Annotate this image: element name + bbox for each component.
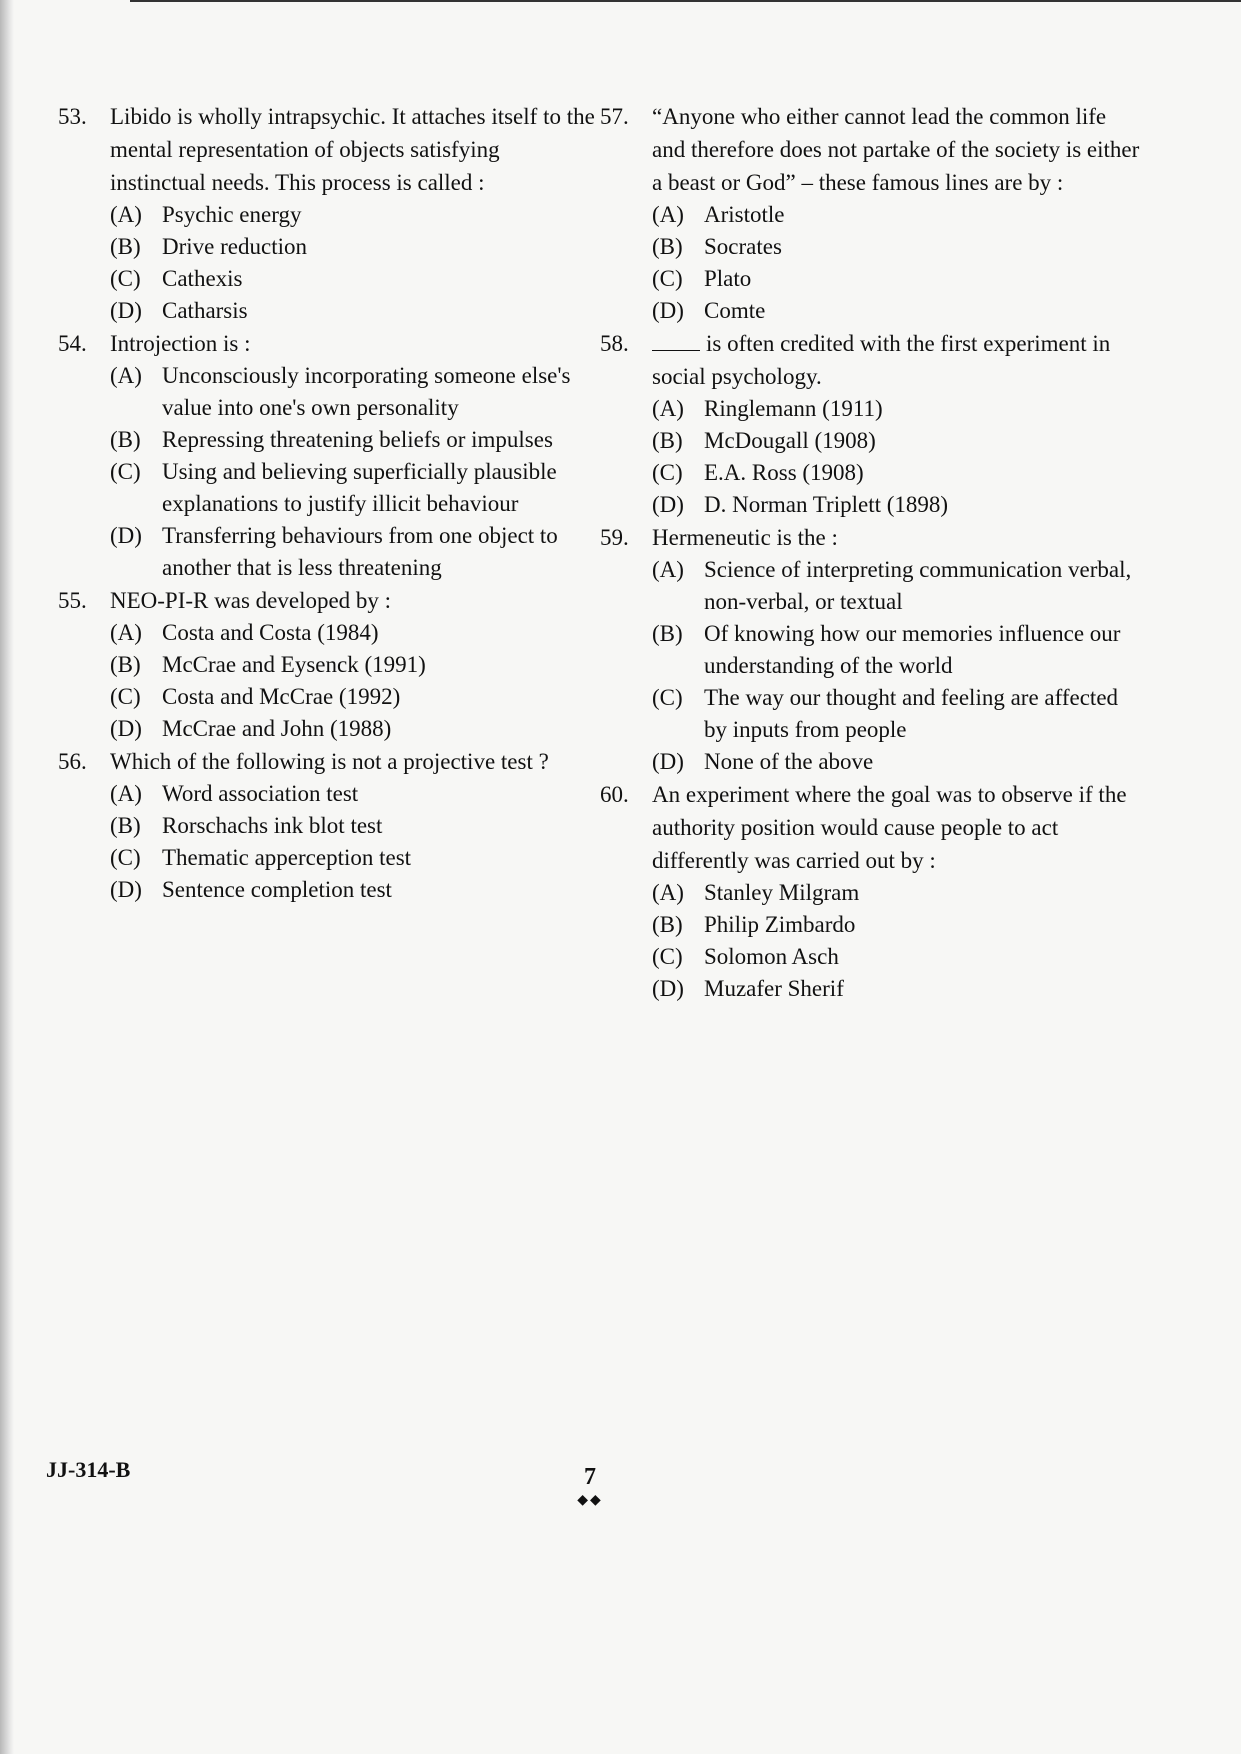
- options-list: [600, 393, 1145, 521]
- option-letter: (A): [652, 202, 684, 227]
- option-c: [652, 941, 1145, 973]
- option-text: Plato: [704, 266, 752, 291]
- question-number: 56.: [58, 749, 87, 774]
- option-d: [652, 746, 1145, 778]
- option-letter: (C): [652, 685, 683, 710]
- question-60: [600, 778, 1145, 1005]
- option-letter: (B): [652, 912, 683, 937]
- option-d: [652, 295, 1145, 327]
- question-59: [600, 521, 1145, 778]
- option-text: Stanley Milgram: [704, 880, 860, 905]
- options-list: [58, 199, 598, 327]
- options-list: [58, 617, 598, 745]
- option-text: Repressing threatening beliefs or impulses: [162, 427, 553, 452]
- option-text: Transferring behaviours from one object to another that is less threatening: [162, 523, 558, 580]
- option-b: [652, 618, 1145, 682]
- option-c: [652, 457, 1145, 489]
- option-d: [110, 520, 598, 584]
- option-a: [652, 554, 1145, 618]
- option-a: [652, 877, 1145, 909]
- option-letter: (A): [110, 202, 142, 227]
- option-text: Cathexis: [162, 266, 243, 291]
- option-letter: (D): [110, 298, 142, 323]
- question-number: 53.: [58, 104, 87, 129]
- question-57: [600, 100, 1145, 327]
- option-text: McDougall (1908): [704, 428, 876, 453]
- question-56: [58, 745, 598, 906]
- option-text: Muzafer Sherif: [704, 976, 844, 1001]
- question-text: Introjection is :: [110, 331, 251, 356]
- question-number: 60.: [600, 782, 629, 807]
- option-text: Using and believing superficially plausible explanations to justify illicit behaviour: [162, 459, 557, 516]
- option-d: [110, 713, 598, 745]
- left-column: [58, 100, 598, 906]
- question-number: 55.: [58, 588, 87, 613]
- option-letter: (C): [652, 460, 683, 485]
- option-d: [110, 295, 598, 327]
- options-list: [600, 199, 1145, 327]
- option-letter: (D): [110, 716, 142, 741]
- option-c: [652, 263, 1145, 295]
- question-text: “Anyone who either cannot lead the common life and therefore does not partake of the society is either a beast or God” – these famous lines are by :: [652, 104, 1140, 195]
- option-d: [652, 973, 1145, 1005]
- option-letter: (A): [110, 620, 142, 645]
- option-text: Unconsciously incorporating someone else's value into one's own personality: [162, 363, 571, 420]
- option-letter: (B): [652, 234, 683, 259]
- option-letter: (D): [652, 749, 684, 774]
- right-column: [600, 100, 1145, 1005]
- option-text: D. Norman Triplett (1898): [704, 492, 949, 517]
- option-b: [110, 649, 598, 681]
- option-c: [110, 842, 598, 874]
- question-text: Hermeneutic is the :: [652, 525, 838, 550]
- option-letter: (B): [110, 813, 141, 838]
- top-rule: [130, 0, 1241, 2]
- option-text: Psychic energy: [162, 202, 302, 227]
- option-text: Costa and McCrae (1992): [162, 684, 401, 709]
- option-letter: (C): [652, 266, 683, 291]
- option-letter: (D): [652, 976, 684, 1001]
- question-text: Which of the following is not a projective test ?: [110, 749, 549, 774]
- option-text: E.A. Ross (1908): [704, 460, 864, 485]
- option-letter: (A): [652, 557, 684, 582]
- question-53: [58, 100, 598, 327]
- option-text: Comte: [704, 298, 766, 323]
- option-letter: (B): [652, 428, 683, 453]
- answer-blank: [652, 334, 700, 351]
- option-letter: (D): [110, 523, 142, 548]
- option-letter: (C): [110, 459, 141, 484]
- option-letter: (C): [652, 944, 683, 969]
- option-text: Drive reduction: [162, 234, 307, 259]
- option-letter: (A): [110, 363, 142, 388]
- option-letter: (B): [652, 621, 683, 646]
- question-55: [58, 584, 598, 745]
- question-number: 57.: [600, 104, 629, 129]
- option-text: Thematic apperception test: [162, 845, 412, 870]
- option-a: [110, 778, 598, 810]
- option-letter: (B): [110, 427, 141, 452]
- question-54: [58, 327, 598, 584]
- option-b: [110, 424, 598, 456]
- option-letter: (D): [110, 877, 142, 902]
- option-b: [652, 909, 1145, 941]
- option-text: Of knowing how our memories influence our understanding of the world: [704, 621, 1121, 678]
- page-number: 7: [584, 1464, 596, 1490]
- question-text: An experiment where the goal was to observe if the authority position would cause people to act differently was carried out by :: [652, 782, 1127, 873]
- option-letter: (A): [110, 781, 142, 806]
- option-letter: (D): [652, 298, 684, 323]
- option-text: Word association test: [162, 781, 359, 806]
- option-text: Solomon Asch: [704, 944, 839, 969]
- option-text: None of the above: [704, 749, 874, 774]
- question-number: 59.: [600, 525, 629, 550]
- question-text: NEO-PI-R was developed by :: [110, 588, 392, 613]
- option-letter: (C): [110, 845, 141, 870]
- option-letter: (D): [652, 492, 684, 517]
- question-text-wrapper: [600, 327, 1145, 393]
- option-text: Rorschachs ink blot test: [162, 813, 383, 838]
- option-a: [110, 617, 598, 649]
- option-c: [652, 682, 1145, 746]
- option-letter: (C): [110, 684, 141, 709]
- option-text: Aristotle: [704, 202, 785, 227]
- option-c: [110, 681, 598, 713]
- option-a: [652, 199, 1145, 231]
- question-text: is often credited with the first experiment in social psychology.: [652, 331, 1111, 389]
- question-number: 54.: [58, 331, 87, 356]
- option-text: Philip Zimbardo: [704, 912, 856, 937]
- option-c: [110, 263, 598, 295]
- option-d: [652, 489, 1145, 521]
- option-a: [652, 393, 1145, 425]
- option-a: [110, 360, 598, 424]
- paper-code: JJ-314-B: [46, 1457, 131, 1482]
- option-text: Sentence completion test: [162, 877, 392, 902]
- option-b: [110, 810, 598, 842]
- question-number: 58.: [600, 331, 629, 356]
- option-text: McCrae and Eysenck (1991): [162, 652, 426, 677]
- option-text: Ringlemann (1911): [704, 396, 883, 421]
- option-letter: (C): [110, 266, 141, 291]
- scan-shadow-edge: [0, 0, 14, 1754]
- option-text: The way our thought and feeling are affected by inputs from people: [704, 685, 1119, 742]
- option-text: Science of interpreting communication verbal, non-verbal, or textual: [704, 557, 1132, 614]
- option-text: Socrates: [704, 234, 782, 259]
- option-d: [110, 874, 598, 906]
- options-list: [58, 360, 598, 584]
- option-text: Catharsis: [162, 298, 248, 323]
- question-58: [600, 327, 1145, 521]
- option-text: Costa and Costa (1984): [162, 620, 379, 645]
- option-b: [110, 231, 598, 263]
- option-a: [110, 199, 598, 231]
- option-b: [652, 425, 1145, 457]
- option-letter: (B): [110, 234, 141, 259]
- options-list: [600, 554, 1145, 778]
- diamond-ornament-icon: ◆◆: [577, 1493, 603, 1508]
- options-list: [58, 778, 598, 906]
- option-b: [652, 231, 1145, 263]
- option-letter: (A): [652, 396, 684, 421]
- options-list: [600, 877, 1145, 1005]
- question-text: Libido is wholly intrapsychic. It attaches itself to the mental representation of objects satisfying instinctual needs. This process is called :: [110, 104, 595, 195]
- option-text: McCrae and John (1988): [162, 716, 392, 741]
- option-c: [110, 456, 598, 520]
- option-letter: (B): [110, 652, 141, 677]
- option-letter: (A): [652, 880, 684, 905]
